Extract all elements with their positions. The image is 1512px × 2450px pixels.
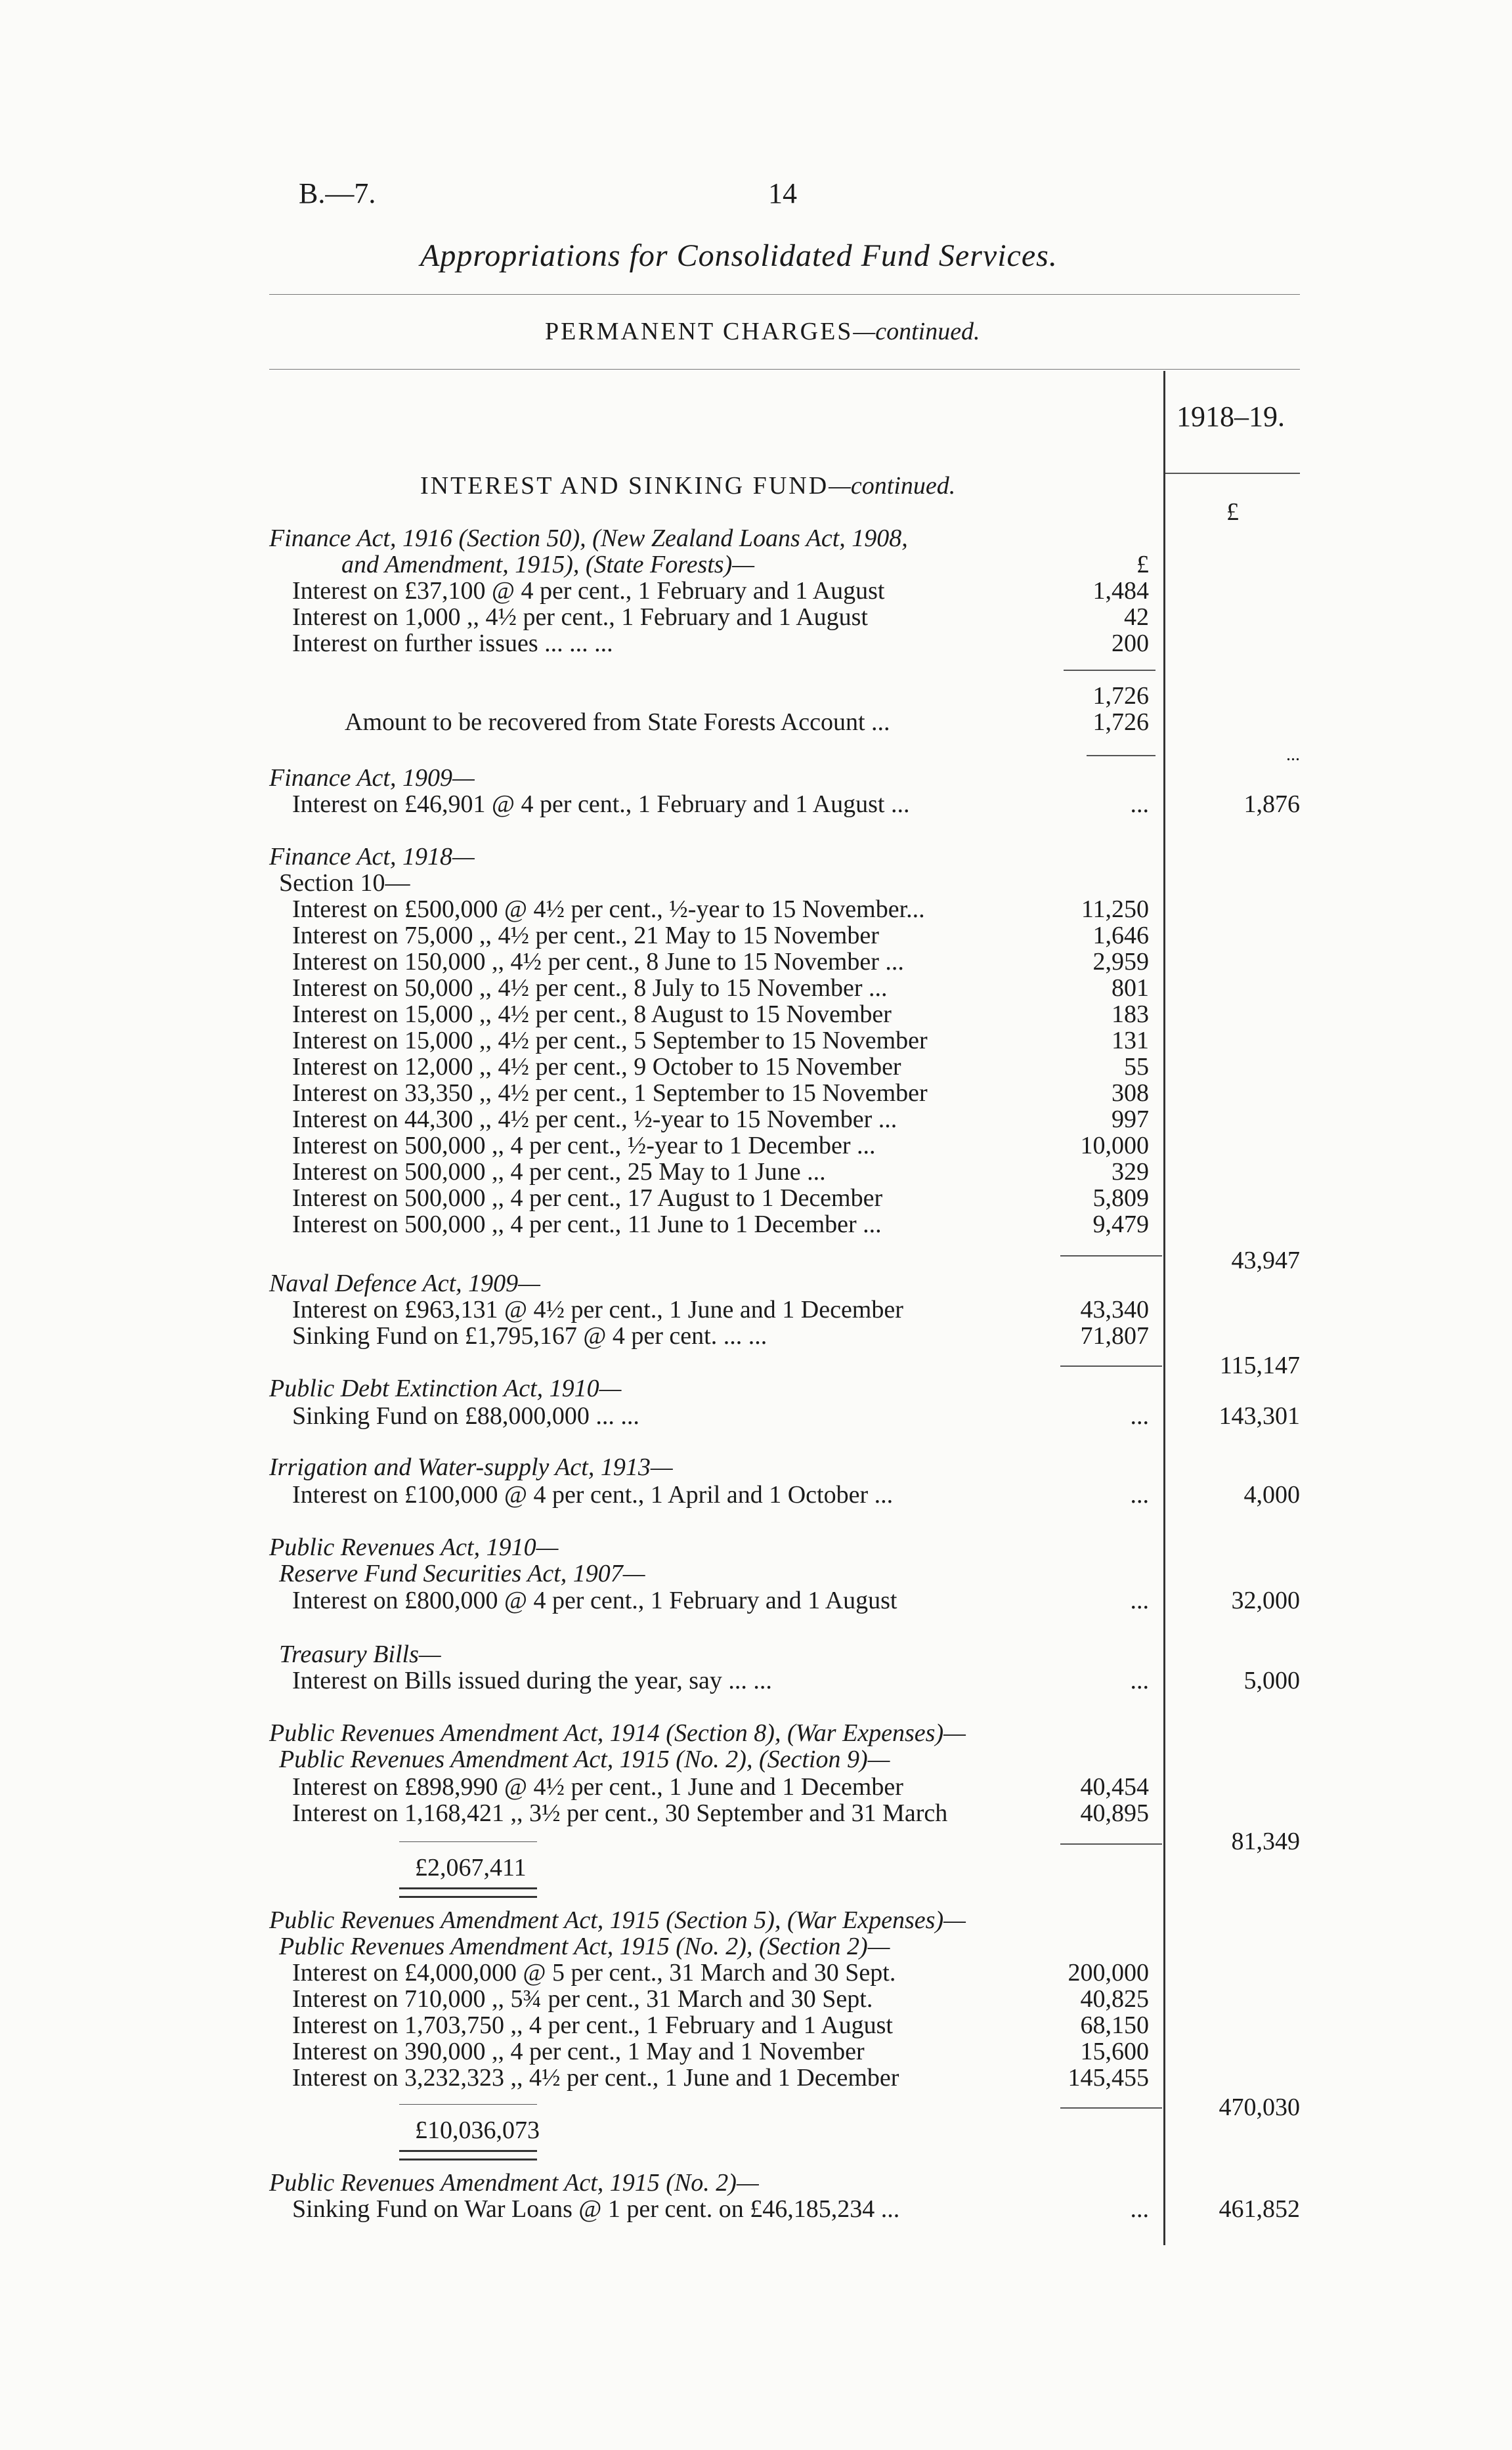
line-amount: 55 <box>1124 1053 1149 1081</box>
capital-double-rule <box>399 2150 537 2160</box>
block-title-continued: Public Revenues Amendment Act, 1915 (No. 2), (Section 9)— <box>279 1746 890 1773</box>
line-item: Interest on 1,000 ,, 4½ per cent., 1 February and 1 August <box>292 603 868 631</box>
line-amount: 2,959 <box>1092 948 1149 976</box>
block-subtitle: Section 10— <box>279 869 410 897</box>
capital-double-rule <box>399 1887 537 1898</box>
line-item: Interest on 710,000 ,, 5¾ per cent., 31 March and 30 Sept. <box>292 1985 873 2013</box>
year-unit: £ <box>1226 498 1239 526</box>
subtotal-rule <box>1060 2107 1162 2109</box>
line-item: Interest on 75,000 ,, 4½ per cent., 21 May to 15 November <box>292 922 879 949</box>
line-item: Interest on £4,000,000 @ 5 per cent., 31 March and 30 Sept. <box>292 1959 896 1987</box>
interest-sinking-heading <box>420 473 955 499</box>
line-amount: ... <box>1130 1587 1149 1614</box>
block-title: Treasury Bills— <box>279 1641 441 1668</box>
line-amount: 5,809 <box>1092 1184 1149 1212</box>
line-item: Interest on 33,350 ,, 4½ per cent., 1 September to 15 November <box>292 1079 928 1107</box>
block-title: Public Revenues Act, 1910— <box>269 1534 559 1561</box>
block-title: Finance Act, 1909— <box>269 764 475 792</box>
line-amount: 131 <box>1112 1027 1149 1054</box>
line-item: Interest on £100,000 @ 4 per cent., 1 April and 1 October ... <box>292 1481 894 1509</box>
line-amount: ... <box>1130 2195 1149 2223</box>
line-amount: 801 <box>1112 974 1149 1002</box>
block-total: 43,947 <box>1231 1247 1300 1274</box>
line-item: Interest on 15,000 ,, 4½ per cent., 5 September to 15 November <box>292 1027 928 1054</box>
line-item: Interest on 3,232,323 ,, 4½ per cent., 1 June and 1 December <box>292 2064 899 2092</box>
block-title: Finance Act, 1918— <box>269 843 475 870</box>
title-rule <box>269 294 1300 295</box>
line-item: Interest on Bills issued during the year, say ... ... <box>292 1667 772 1694</box>
line-amount: 329 <box>1112 1158 1149 1186</box>
line-item: Interest on £963,131 @ 4½ per cent., 1 June and 1 December <box>292 1296 903 1323</box>
line-item: Interest on 44,300 ,, 4½ per cent., ½-year to 15 November ... <box>292 1106 897 1133</box>
line-amount: 1,484 <box>1092 577 1149 605</box>
page-title: Appropriations for Consolidated Fund Services. <box>420 238 1058 273</box>
line-item: Interest on 1,703,750 ,, 4 per cent., 1 February and 1 August <box>292 2011 893 2039</box>
block-title: Irrigation and Water-supply Act, 1913— <box>269 1453 673 1481</box>
line-item: Interest on £800,000 @ 4 per cent., 1 February and 1 August <box>292 1587 897 1614</box>
capital-rule <box>399 2104 537 2105</box>
line-amount: 15,600 <box>1080 2038 1149 2065</box>
block-total: 4,000 <box>1243 1481 1300 1509</box>
page-number: 14 <box>768 177 797 209</box>
line-amount: ... <box>1130 1481 1149 1509</box>
line-item: Interest on £37,100 @ 4 per cent., 1 February and 1 August <box>292 577 885 605</box>
block-title: Public Revenues Amendment Act, 1914 (Section 8), (War Expenses)— <box>269 1719 966 1747</box>
capital-total: £2,067,411 <box>415 1854 527 1881</box>
subtotal-rule <box>1064 670 1156 671</box>
line-item: Interest on 390,000 ,, 4 per cent., 1 May and 1 November <box>292 2038 865 2065</box>
line-item: Interest on further issues ... ... ... <box>292 630 613 657</box>
line-item: Interest on 50,000 ,, 4½ per cent., 8 July to 15 November ... <box>292 974 888 1002</box>
recovered-text: Amount to be recovered from State Forests Account ... <box>345 708 890 736</box>
section-heading-main: PERMANENT CHARGES <box>545 318 853 345</box>
subtotal-rule <box>1060 1255 1162 1257</box>
subtotal-rule <box>1060 1365 1162 1367</box>
line-item: Sinking Fund on £88,000,000 ... ... <box>292 1402 639 1430</box>
block-total: 81,349 <box>1231 1828 1300 1855</box>
section-heading <box>545 318 980 345</box>
line-amount: 183 <box>1112 1000 1149 1028</box>
subtotal-rule <box>1087 755 1156 756</box>
line-amount: ... <box>1130 790 1149 818</box>
line-item: Interest on 150,000 ,, 4½ per cent., 8 June to 15 November ... <box>292 948 904 976</box>
line-item: Interest on 500,000 ,, 4 per cent., ½-year to 1 December ... <box>292 1132 876 1159</box>
section-heading-cont: —continued. <box>853 318 980 345</box>
line-item: Interest on 15,000 ,, 4½ per cent., 8 August to 15 November <box>292 1000 892 1028</box>
recovered-amount: 1,726 <box>1092 708 1149 736</box>
line-item: Interest on £898,990 @ 4½ per cent., 1 June and 1 December <box>292 1773 903 1801</box>
line-amount: 71,807 <box>1080 1322 1149 1350</box>
line-item: Interest on 500,000 ,, 4 per cent., 11 June to 1 December ... <box>292 1211 882 1238</box>
amount-unit: £ <box>1136 551 1149 578</box>
line-amount: 9,479 <box>1092 1211 1149 1238</box>
capital-rule <box>399 1841 537 1842</box>
block-total: 115,147 <box>1219 1352 1300 1379</box>
capital-total: £10,036,073 <box>415 2117 540 2144</box>
heading-rule <box>269 369 1300 370</box>
block-title-continued: Reserve Fund Securities Act, 1907— <box>279 1560 645 1587</box>
line-item: Interest on 1,168,421 ,, 3½ per cent., 30 September and 31 March <box>292 1799 948 1827</box>
line-item: Interest on £500,000 @ 4½ per cent., ½-year to 15 November... <box>292 895 925 923</box>
subtotal-rule <box>1060 1843 1162 1845</box>
line-amount: 42 <box>1124 603 1149 631</box>
line-item: Sinking Fund on £1,795,167 @ 4 per cent. ... ... <box>292 1322 767 1350</box>
year-column-rule <box>1163 371 1165 2245</box>
line-amount: 40,895 <box>1080 1799 1149 1827</box>
block-total: ... <box>1286 744 1300 765</box>
page-ref: B.—7. <box>299 177 376 209</box>
line-item: Interest on £46,901 @ 4 per cent., 1 February and 1 August ... <box>292 790 910 818</box>
line-amount: 308 <box>1112 1079 1149 1107</box>
block-title-continued: Public Revenues Amendment Act, 1915 (No. 2), (Section 2)— <box>279 1933 890 1960</box>
line-amount: 997 <box>1112 1106 1149 1133</box>
block-total: 5,000 <box>1243 1667 1300 1694</box>
line-amount: ... <box>1130 1667 1149 1694</box>
block-title: Naval Defence Act, 1909— <box>269 1270 540 1297</box>
block-title: Finance Act, 1916 (Section 50), (New Zealand Loans Act, 1908, <box>269 525 908 552</box>
line-amount: ... <box>1130 1402 1149 1430</box>
line-amount: 10,000 <box>1080 1132 1149 1159</box>
line-item: Sinking Fund on War Loans @ 1 per cent. on £46,185,234 ... <box>292 2195 900 2223</box>
line-amount: 200 <box>1112 630 1149 657</box>
year-header-rule <box>1165 473 1300 474</box>
line-amount: 11,250 <box>1081 895 1149 923</box>
line-amount: 40,454 <box>1080 1773 1149 1801</box>
interest-sinking-main: INTEREST AND SINKING FUND <box>420 472 829 500</box>
line-amount: 1,646 <box>1092 922 1149 949</box>
subtotal-amount: 1,726 <box>1092 682 1149 710</box>
block-title: Public Revenues Amendment Act, 1915 (Section 5), (War Expenses)— <box>269 1906 966 1934</box>
line-item: Interest on 12,000 ,, 4½ per cent., 9 October to 15 November <box>292 1053 901 1081</box>
line-amount: 68,150 <box>1080 2011 1149 2039</box>
line-amount: 43,340 <box>1080 1296 1149 1323</box>
block-title: Public Revenues Amendment Act, 1915 (No. 2)— <box>269 2169 759 2197</box>
line-amount: 200,000 <box>1068 1959 1149 1987</box>
line-amount: 145,455 <box>1068 2064 1149 2092</box>
line-amount: 40,825 <box>1080 1985 1149 2013</box>
block-total: 461,852 <box>1219 2195 1300 2223</box>
year-column-header: 1918–19. <box>1177 400 1285 433</box>
block-total: 470,030 <box>1219 2094 1300 2121</box>
block-total: 1,876 <box>1243 790 1300 818</box>
line-item: Interest on 500,000 ,, 4 per cent., 25 May to 1 June ... <box>292 1158 826 1186</box>
interest-sinking-cont: —continued. <box>829 472 956 500</box>
block-title-continued: and Amendment, 1915), (State Forests)— <box>341 551 755 578</box>
line-item: Interest on 500,000 ,, 4 per cent., 17 August to 1 December <box>292 1184 883 1212</box>
block-title: Public Debt Extinction Act, 1910— <box>269 1375 622 1402</box>
block-total: 32,000 <box>1231 1587 1300 1614</box>
block-total: 143,301 <box>1219 1402 1300 1430</box>
